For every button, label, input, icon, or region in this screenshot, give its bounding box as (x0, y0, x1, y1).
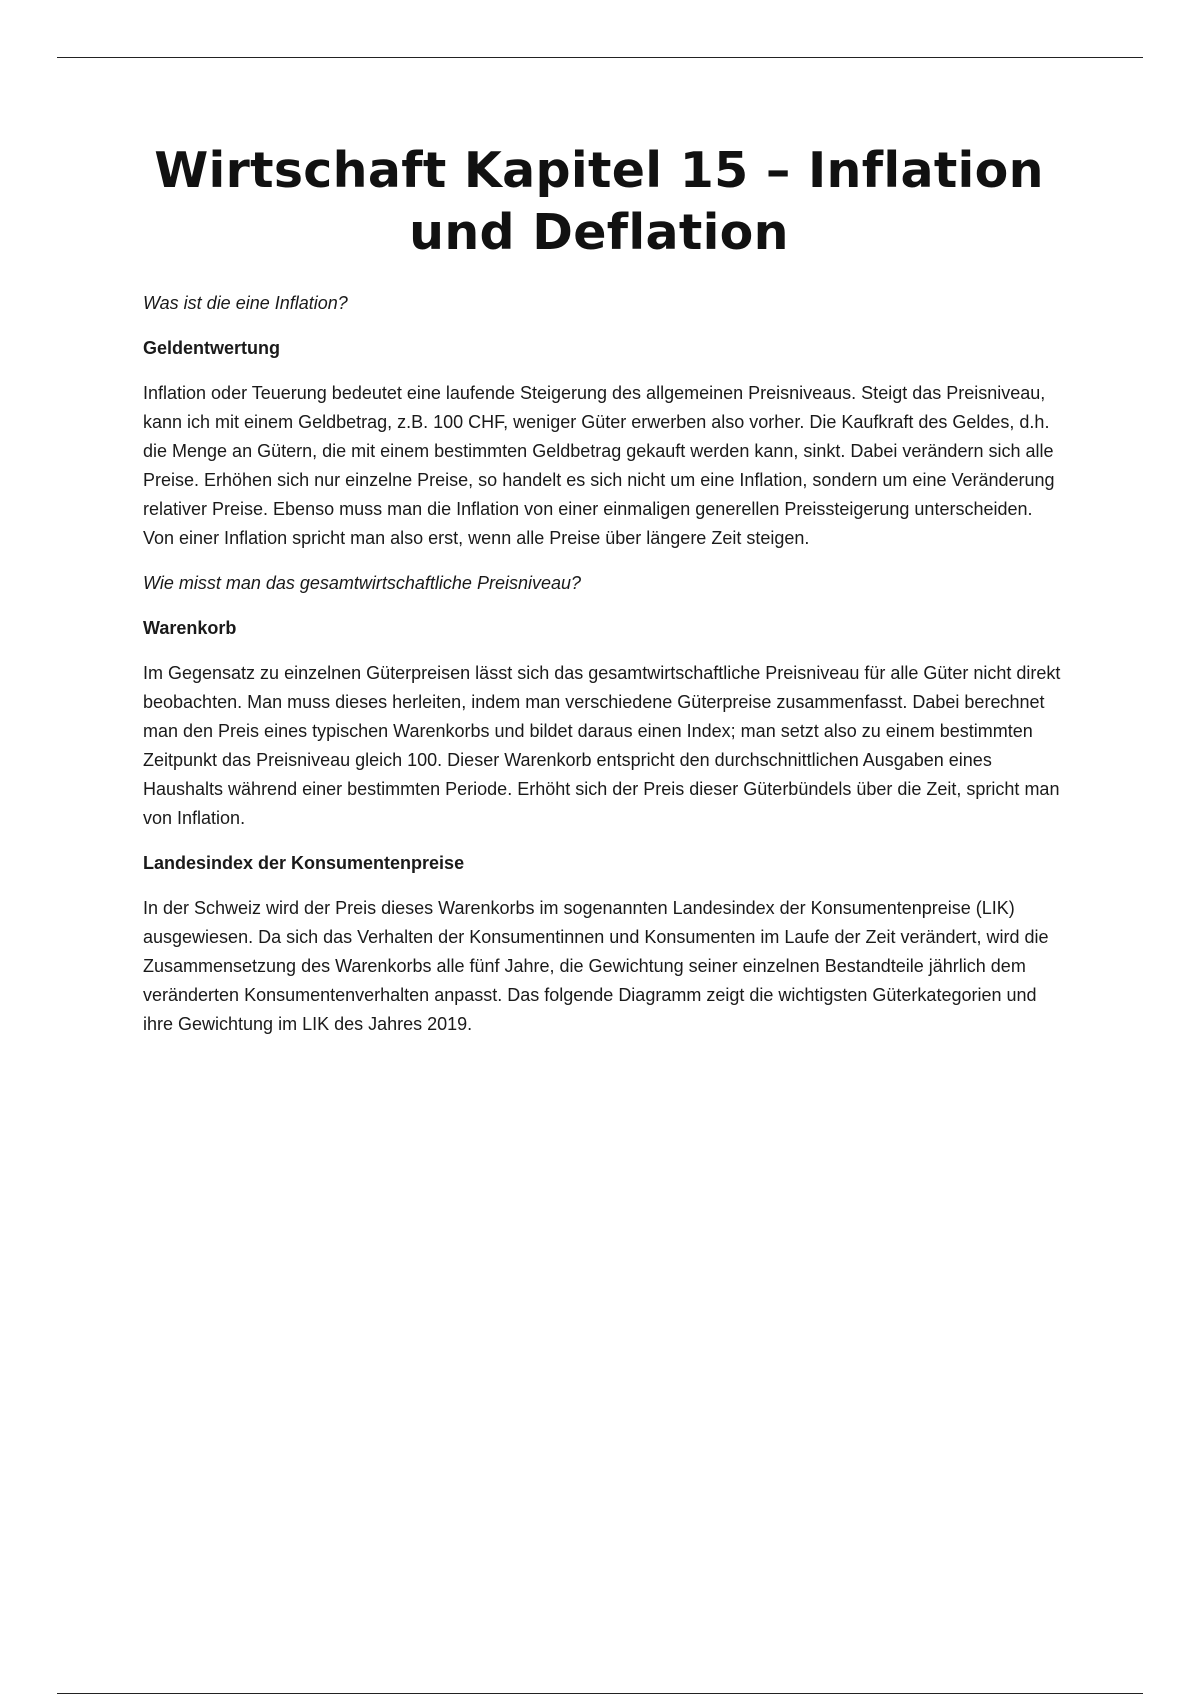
paragraph-geldentwertung: Inflation oder Teuerung bedeutet eine laufende Steigerung des allgemeinen Preisniveaus. Steigt das Preisniveau, kann ich mit einem Geldbetrag, z.B. 100 CHF, weniger Güter erwerben also vorher. Die Kaufkraft des Geldes, d.h. die Menge an Gütern, die mit einem bestimmten Geldbetrag gekauft werden kann, sinkt. Dabei verändern sich alle Preise. Erhöhen sich nur einzelne Preise, so handelt es sich nicht um eine Inflation, sondern um eine Veränderung relativer Preise. Ebenso muss man die Inflation von einer einmaligen generellen Preissteigerung unterscheiden. Von einer Inflation spricht man also erst, wenn alle Preise über längere Zeit steigen. (143, 383, 1055, 548)
section-heading-lik: Landesindex der Konsumentenpreise (143, 853, 465, 873)
paragraph-lik: In der Schweiz wird der Preis dieses Warenkorbs im sogenannten Landesindex der Konsumentenpreise (LIK) ausgewiesen. Da sich das Verhalten der Konsumentinnen und Konsumenten im Laufe der Zeit verändert, wird die Zusammensetzung des Warenkorbs alle fünf Jahre, die Gewichtung seiner einzelnen Bestandteile jährlich dem veränderten Konsumentenverhalten anpasst. Das folgende Diagramm zeigt die wichtigsten Güterkategorien und ihre Gewichtung im LIK des Jahres 2019. (143, 898, 1049, 1034)
section-heading-warenkorb: Warenkorb (143, 618, 237, 638)
paragraph-warenkorb: Im Gegensatz zu einzelnen Güterpreisen lässt sich das gesamtwirtschaftliche Preisniveau für alle Güter nicht direkt beobachten. Man muss dieses herleiten, indem man verschiedene Güterpreise zusammenfasst. Dabei berechnet man den Preis eines typischen Warenkorbs und bildet daraus einen Index; man setzt also zu einem bestimmten Zeitpunkt das Preisniveau gleich 100. Dieser Warenkorb entspricht den durchschnittlichen Ausgaben eines Haushalts während einer bestimmten Periode. Erhöht sich der Preis dieser Güterbündels über die Zeit, spricht man von Inflation. (143, 663, 1061, 828)
bottom-divider (57, 1693, 1143, 1694)
document-body (143, 289, 1063, 1055)
section-question-preisniveau: Wie misst man das gesamtwirtschaftliche Preisniveau? (143, 573, 582, 593)
top-divider (57, 57, 1143, 58)
section-heading-geldentwertung: Geldentwertung (143, 338, 281, 358)
page-title: Wirtschaft Kapitel 15 – Inflation und Deflation (154, 142, 1044, 261)
section-question-inflation: Was ist die eine Inflation? (143, 293, 348, 313)
